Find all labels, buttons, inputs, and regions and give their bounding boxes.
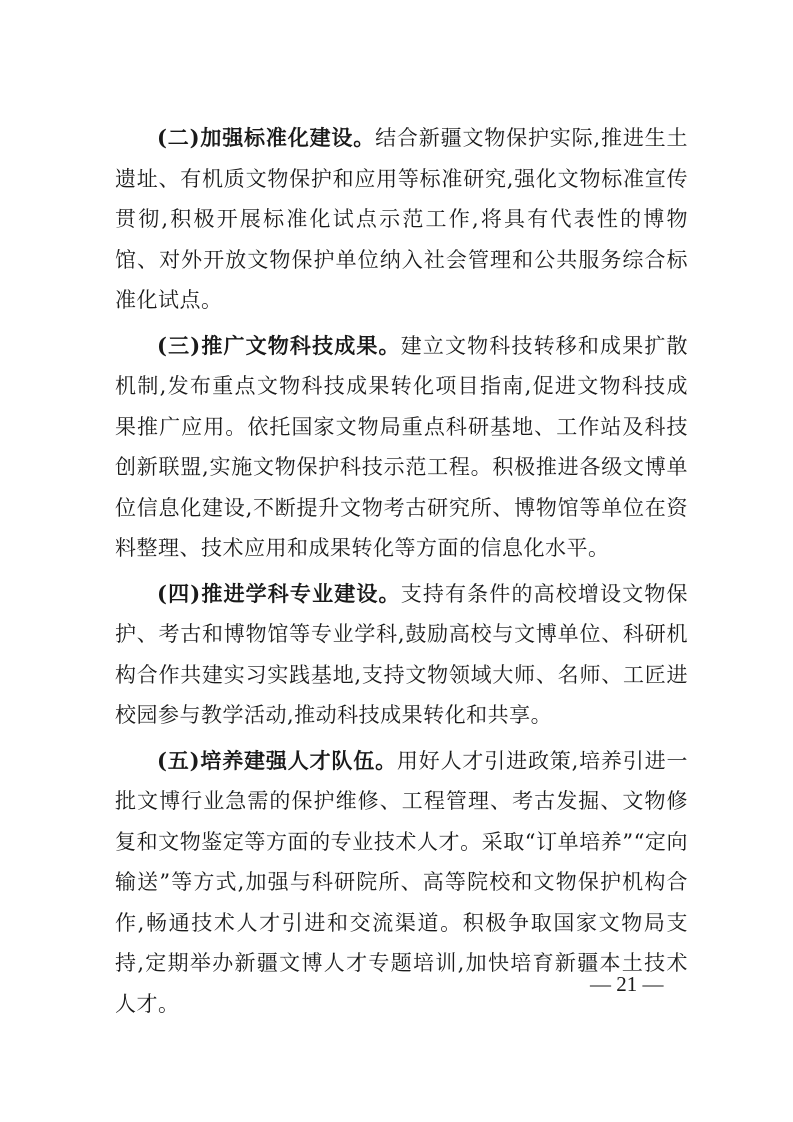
- paragraph-text: 支持有条件的高校增设文物保护、考古和博物馆等专业学科,鼓励高校与文博单位、科研机构合作共建实习实践基地,支持文物领域大师、名师、工匠进校园参与教学活动,推动科技成果转化和共享。: [115, 581, 688, 727]
- paragraph-standardization: [115, 118, 688, 321]
- document-body: [115, 118, 688, 1029]
- section-heading: (三)推广文物科技成果。: [157, 332, 401, 358]
- section-heading: (二)加强标准化建设。: [157, 125, 376, 150]
- paragraph-discipline: [115, 574, 688, 736]
- page-number: — 21 —: [590, 972, 664, 996]
- paragraph-text: 结合新疆文物保护实际,推进生土遗址、有机质文物保护和应用等标准研究,强化文物标准宣传贯彻,积极开展标准化试点示范工作,将具有代表性的博物馆、对外开放文物保护单位纳入社会管理和公共服务综合标准化试点。: [115, 126, 688, 312]
- section-heading: (五)培养建强人才队伍。: [157, 747, 397, 773]
- paragraph-text: 建立文物科技转移和成果扩散机制,发布重点文物科技成果转化项目指南,促进文物科技成果推广应用。依托国家文物局重点科研基地、工作站及科技创新联盟,实施文物保护科技示范工程。积极推进各级文博单位信息化建设,不断提升文物考古研究所、博物馆等单位在资料整理、技术应用和成果转化等方面的信息化水平。: [115, 333, 688, 560]
- paragraph-tech-promotion: [115, 326, 688, 569]
- paragraph-text: 用好人才引进政策,培养引进一批文博行业急需的保护维修、工程管理、考古发掘、文物修复和文物鉴定等方面的专业技术人才。采取“订单培养”“定向输送”等方式,加强与科研院所、高等院校和文物保护机构合作,畅通技术人才引进和交流渠道。积极争取国家文物局支持,定期举办新疆文博人才专题培训,加快培育新疆本土技术人才。: [115, 748, 688, 1016]
- section-heading: (四)推进学科专业建设。: [157, 580, 401, 606]
